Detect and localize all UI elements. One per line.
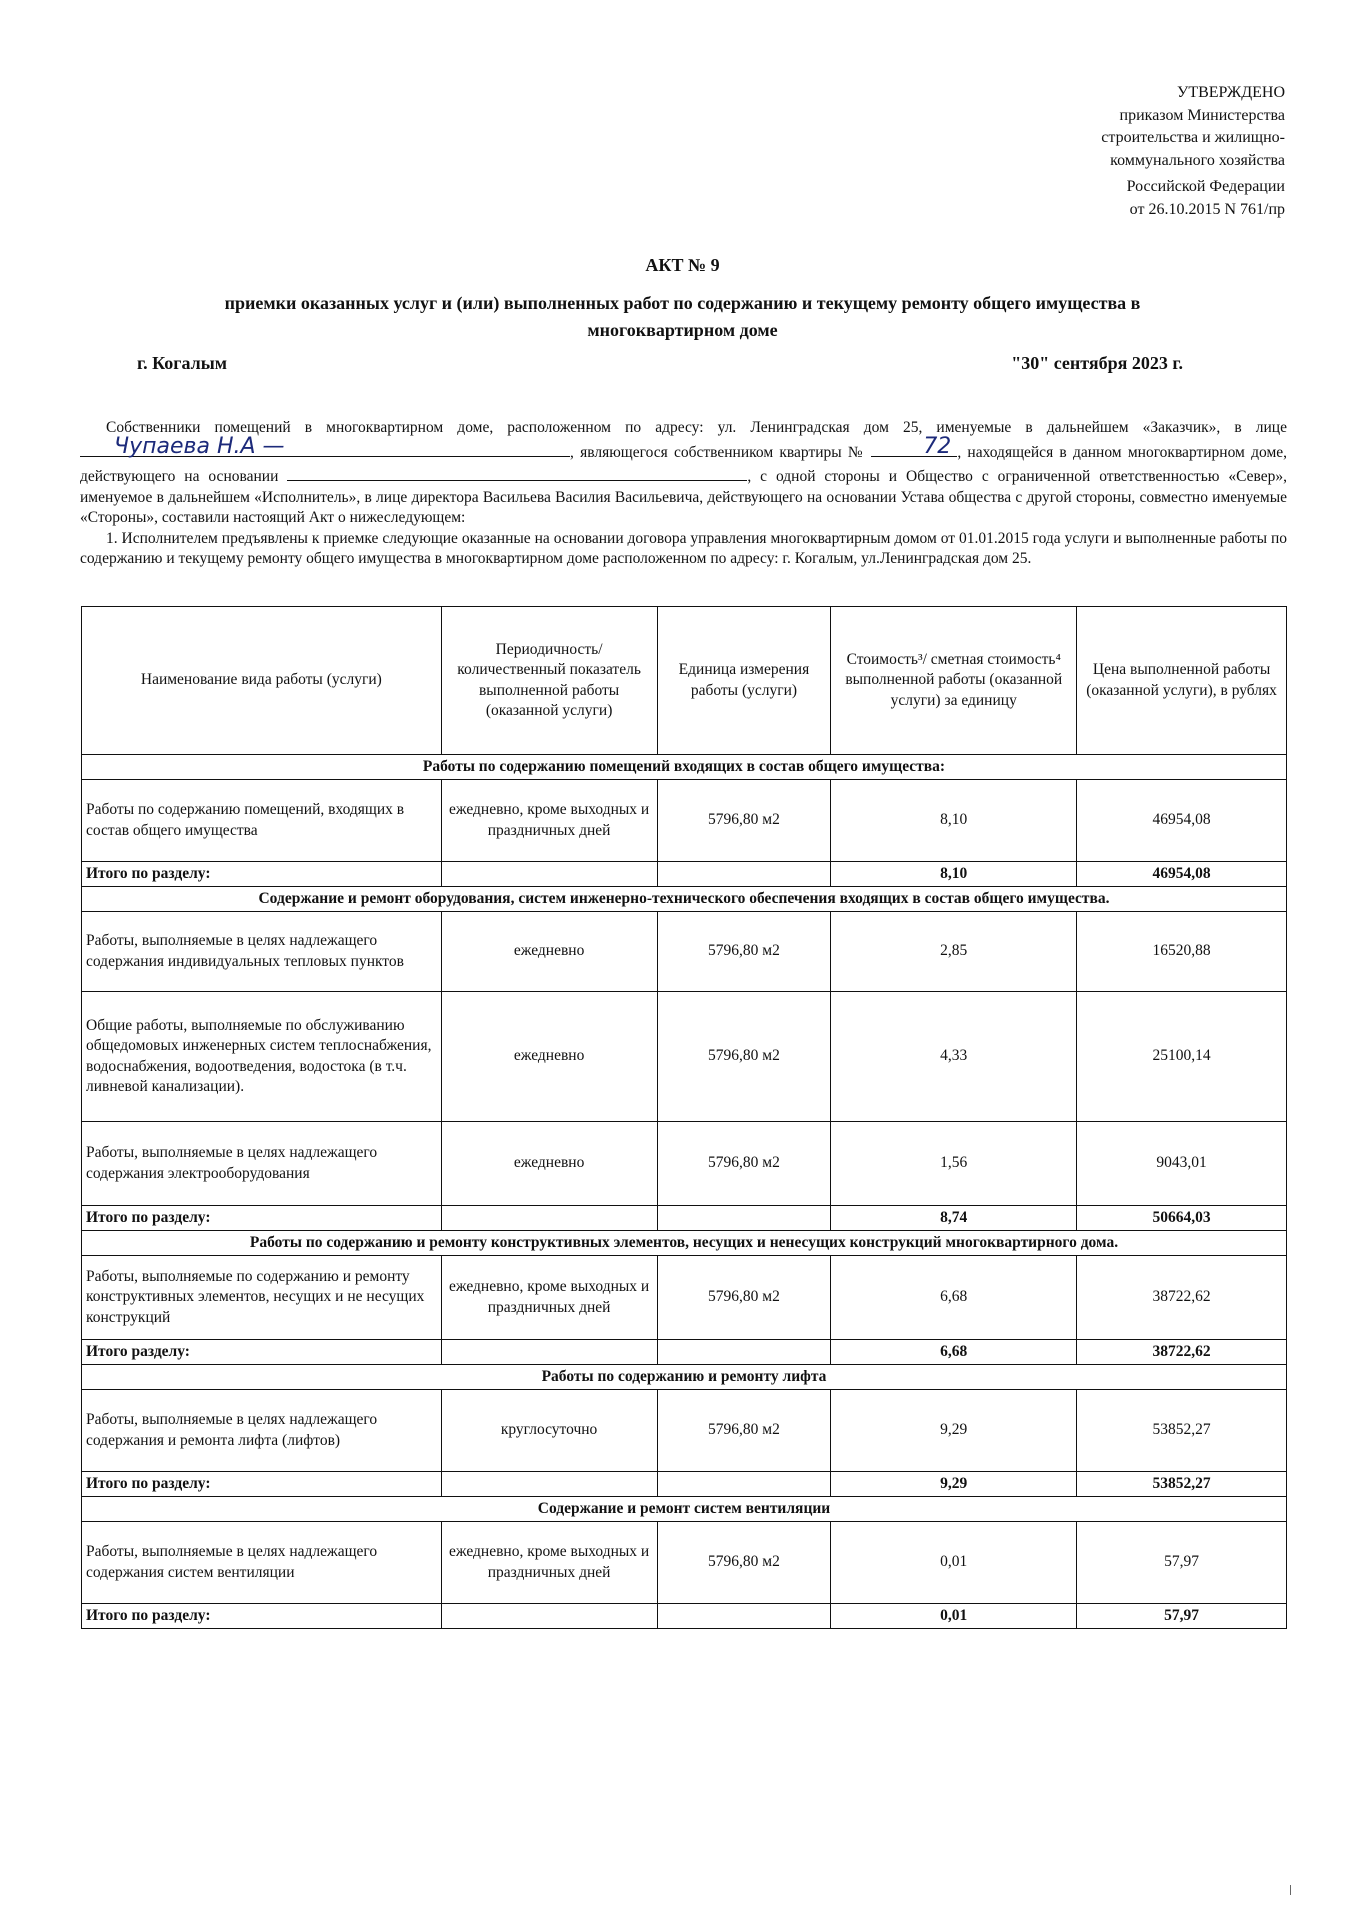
approval-line: от 26.10.2015 N 761/пр xyxy=(1129,200,1285,218)
row-period: ежедневно, кроме выходных и праздничных дней xyxy=(441,780,657,862)
row-unit: 5796,80 м2 xyxy=(657,992,831,1122)
total-price: 46954,08 xyxy=(1077,862,1287,887)
document-city: г. Когалым xyxy=(137,353,228,373)
table-row xyxy=(82,1256,1287,1340)
row-price: 38722,62 xyxy=(1077,1256,1287,1340)
row-name: Работы по содержанию помещений, входящих в состав общего имущества xyxy=(82,780,442,862)
row-unit: 5796,80 м2 xyxy=(657,912,831,992)
row-cost: 9,29 xyxy=(831,1390,1077,1472)
intro-part: , находящейся в данном многоквартирном доме, действующего на основании xyxy=(80,443,1288,485)
row-name: Работы, выполняемые в целях надлежащего содержания и ремонта лифта (лифтов) xyxy=(82,1390,442,1472)
table-header-row xyxy=(82,607,1287,755)
table-row xyxy=(82,1390,1287,1472)
row-unit: 5796,80 м2 xyxy=(657,1256,831,1340)
row-period: ежедневно, кроме выходных и праздничных дней xyxy=(441,1256,657,1340)
total-price: 57,97 xyxy=(1077,1604,1287,1629)
row-cost: 6,68 xyxy=(831,1256,1077,1340)
section-title: Содержание и ремонт систем вентиляции xyxy=(82,1497,1287,1522)
row-period: ежедневно xyxy=(441,912,657,992)
header-name: Наименование вида работы (услуги) xyxy=(82,607,442,755)
row-price: 46954,08 xyxy=(1077,780,1287,862)
row-cost: 8,10 xyxy=(831,780,1077,862)
intro-paragraph: 1. Исполнителем предъявлены к приемке следующие оказанные на основании договора управления многоквартирным домом от 01.01.2015 года услуги и выполненные работы по содержанию и текущему ремонту общего имущества в многоквартирном доме расположенном по адресу: г. Когалым, ул.Ленинградская дом 25. xyxy=(80,529,1287,567)
header-price: Цена выполненной работы (оказанной услуги), в рублях xyxy=(1077,607,1287,755)
intro-part: Собственники помещений в многоквартирном доме, расположенном по адресу: ул. Ленинградская дом 25, именуемые в дальнейшем «Заказчик», в лице xyxy=(106,419,1287,436)
handwritten-owner-name: Чупаева Н.А — xyxy=(114,434,285,459)
row-price: 57,97 xyxy=(1077,1522,1287,1604)
section-total-row xyxy=(82,1472,1287,1497)
total-label: Итого разделу: xyxy=(82,1340,442,1365)
row-name: Работы, выполняемые в целях надлежащего содержания электрооборудования xyxy=(82,1122,442,1206)
document-subtitle: приемки оказанных услуг и (или) выполненных работ по содержанию и текущему ремонту общего имущества в многоквартирном доме xyxy=(224,293,1141,340)
total-label: Итого по разделу: xyxy=(82,1472,442,1497)
table-row xyxy=(82,992,1287,1122)
section-title: Содержание и ремонт оборудования, систем инженерно-технического обеспечения входящих в состав общего имущества. xyxy=(82,887,1287,912)
intro-part: , являющегося собственником квартиры № xyxy=(570,443,866,461)
row-name: Работы, выполняемые в целях надлежащего содержания индивидуальных тепловых пунктов xyxy=(82,912,442,992)
row-cost: 2,85 xyxy=(831,912,1077,992)
total-cost: 8,10 xyxy=(831,862,1077,887)
section-title: Работы по содержанию помещений входящих в состав общего имущества: xyxy=(82,755,1287,780)
row-name: Работы, выполняемые по содержанию и ремонту конструктивных элементов, несущих и не несущих конструкций xyxy=(82,1256,442,1340)
row-unit: 5796,80 м2 xyxy=(657,1122,831,1206)
total-price: 53852,27 xyxy=(1077,1472,1287,1497)
section-total-row xyxy=(82,1206,1287,1231)
header-cost: Стоимость³/ сметная стоимость⁴ выполненной работы (оказанной услуги) за единицу xyxy=(831,607,1077,755)
row-price: 53852,27 xyxy=(1077,1390,1287,1472)
page-mark xyxy=(1290,1885,1293,1895)
table-row xyxy=(82,912,1287,992)
total-cost: 6,68 xyxy=(831,1340,1077,1365)
row-price: 16520,88 xyxy=(1077,912,1287,992)
total-cost: 9,29 xyxy=(831,1472,1077,1497)
row-unit: 5796,80 м2 xyxy=(657,1390,831,1472)
document-title: АКТ № 9 xyxy=(645,255,720,275)
row-price: 25100,14 xyxy=(1077,992,1287,1122)
intro-text xyxy=(80,418,1287,570)
header-unit: Единица измерения работы (услуги) xyxy=(657,607,831,755)
row-period: ежедневно xyxy=(441,992,657,1122)
document-date: "30" сентября 2023 г. xyxy=(1011,353,1183,373)
section-title: Работы по содержанию и ремонту лифта xyxy=(82,1365,1287,1390)
row-period: круглосуточно xyxy=(441,1390,657,1472)
approval-line: коммунального хозяйства xyxy=(1110,151,1285,169)
row-unit: 5796,80 м2 xyxy=(657,1522,831,1604)
works-table xyxy=(81,606,1287,1629)
total-cost: 8,74 xyxy=(831,1206,1077,1231)
row-price: 9043,01 xyxy=(1077,1122,1287,1206)
intro-part: , с одной стороны и Общество с ограниченной ответственностью «Север», именуемое в дальнейшем «Исполнитель», в лице директора Васильева Василия Васильевича, действующего на основании Устава общества с другой стороны, совместно именуемые «Стороны», составили настоящий Акт о нижеследующем: xyxy=(80,468,1288,526)
approval-line: приказом Министерства xyxy=(1119,106,1285,124)
row-period: ежедневно xyxy=(441,1122,657,1206)
approval-line: УТВЕРЖДЕНО xyxy=(1176,84,1285,101)
section-total-row xyxy=(82,1604,1287,1629)
row-period: ежедневно, кроме выходных и праздничных дней xyxy=(441,1522,657,1604)
flat-number-field xyxy=(871,434,957,459)
approval-line: Российской Федерации xyxy=(1126,178,1285,195)
section-total-row xyxy=(82,1340,1287,1365)
header-period: Периодичность/ количественный показатель выполненной работы (оказанной услуги) xyxy=(441,607,657,755)
table-row xyxy=(82,1522,1287,1604)
intro-paragraph xyxy=(80,418,1287,529)
total-cost: 0,01 xyxy=(831,1604,1077,1629)
approval-line: строительства и жилищно- xyxy=(1101,129,1285,146)
row-cost: 4,33 xyxy=(831,992,1077,1122)
row-cost: 0,01 xyxy=(831,1522,1077,1604)
table-row xyxy=(82,1122,1287,1206)
row-unit: 5796,80 м2 xyxy=(657,780,831,862)
row-name: Работы, выполняемые в целях надлежащего содержания систем вентиляции xyxy=(82,1522,442,1604)
total-label: Итого по разделу: xyxy=(82,862,442,887)
total-price: 38722,62 xyxy=(1077,1340,1287,1365)
row-cost: 1,56 xyxy=(831,1122,1077,1206)
table-row xyxy=(82,780,1287,862)
row-name: Общие работы, выполняемые по обслуживанию общедомовых инженерных систем теплоснабжения, водоснабжения, водоотведения, водостока (в т.ч. ливневой канализации). xyxy=(82,992,442,1122)
section-title: Работы по содержанию и ремонту конструктивных элементов, несущих и ненесущих конструкций многоквартирного дома. xyxy=(82,1231,1287,1256)
total-label: Итого по разделу: xyxy=(82,1206,442,1231)
handwritten-flat-number: 72 xyxy=(923,434,952,459)
total-price: 50664,03 xyxy=(1077,1206,1287,1231)
total-label: Итого по разделу: xyxy=(82,1604,442,1629)
owner-name-field xyxy=(80,434,570,459)
approval-stamp xyxy=(1025,82,1285,221)
basis-field xyxy=(287,463,747,481)
section-total-row xyxy=(82,862,1287,887)
